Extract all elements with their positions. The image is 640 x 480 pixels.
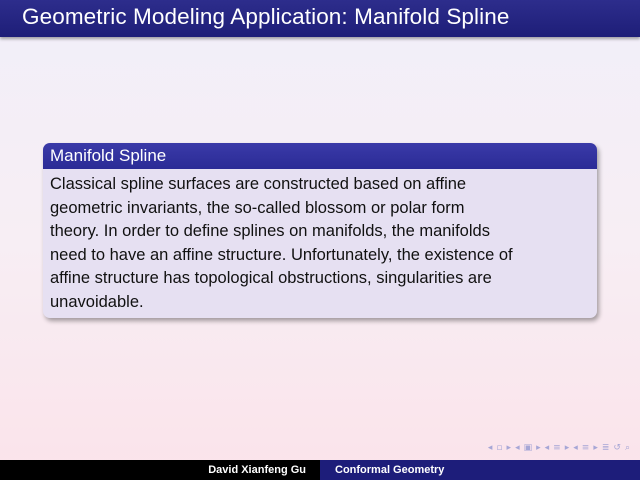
prev-subsection-icon[interactable]: ◂ (573, 443, 578, 453)
block-line: need to have an affine structure. Unfortunately, the existence of (50, 245, 513, 264)
block-line: affine structure has topological obstructions, singularities are (50, 269, 492, 288)
next-slide-icon[interactable]: ▸ (506, 443, 512, 453)
frame-icon[interactable]: ▣ (523, 443, 533, 453)
first-slide-icon[interactable]: ◂ (487, 443, 493, 453)
block-line: unavoidable. (50, 292, 144, 311)
next-section-icon[interactable]: ▸ (564, 443, 570, 453)
subsection-icon[interactable]: ≡ (581, 443, 590, 453)
footer-subject: Conformal Geometry (320, 460, 640, 480)
toc-icon[interactable]: ≣ (601, 443, 610, 453)
block-line: geometric invariants, the so-called blossom or polar form (50, 198, 465, 217)
footer (0, 460, 640, 480)
beamer-navigation (488, 441, 630, 455)
title-bar (0, 0, 640, 37)
manifold-spline-block (43, 143, 597, 318)
footer-author: David Xianfeng Gu (0, 460, 320, 480)
prev-frame-icon[interactable]: ◂ (515, 443, 520, 453)
section-icon[interactable]: ≡ (553, 443, 561, 453)
block-title: Manifold Spline (43, 143, 597, 169)
next-frame-icon[interactable]: ▸ (536, 443, 541, 453)
block-line: Classical spline surfaces are constructed based on affine (50, 175, 467, 193)
block-line: theory. In order to define splines on manifolds, the manifolds (50, 222, 490, 241)
prev-section-icon[interactable]: ◂ (544, 443, 550, 453)
block-body (43, 169, 597, 315)
search-icon[interactable]: ⌕ (624, 443, 630, 453)
next-subsection-icon[interactable]: ▸ (593, 443, 598, 453)
back-icon[interactable]: ↺ (613, 443, 621, 453)
slide-title: Geometric Modeling Application: Manifold Spline (22, 4, 510, 29)
prev-slide-icon[interactable]: ▫ (496, 443, 503, 453)
